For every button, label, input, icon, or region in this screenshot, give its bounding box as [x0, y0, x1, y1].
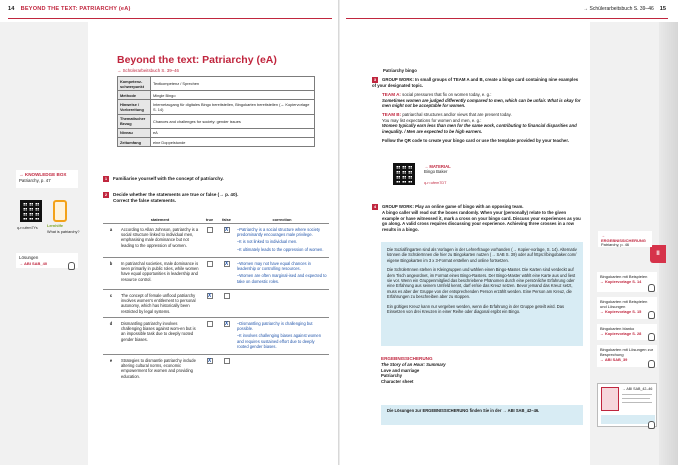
team-a-text: social pressures that fix on women today, e. g.: — [402, 91, 492, 97]
task-1-number: 1 — [104, 176, 108, 181]
thumbnail-line — [622, 398, 650, 399]
right-running-ref: → Schülerarbeitsbuch S. 39–46 — [583, 6, 654, 12]
right-header-rule — [346, 18, 668, 19]
results-item: Character sheet — [381, 378, 414, 384]
meta-row: Hinweise / Vorbereitung Internetzugang für digitales Bingo bereitstellen, Bingokarten bereitstellen (→ Kopiervorlage S. 14) — [118, 100, 315, 114]
task-3-number: 3 — [373, 77, 377, 82]
teacher-note-p2: Die SchülerInnen stehen in Kleingruppen und wählen einen Bingo-Master. Die Karten sind verdeckt auf dem Tisch angeordnet, im Format eines Bingo-Rasters. Der Bingo-Master wählt eine Karte aus und liest sie vor. Wenn ein Gruppenmitglied das beschriebene Phänomen durch eine persönliche Erfahrung oder eine Erfahrung aus seinem Umfeld kennt, darf er/sie das Kreuz setzen. Bevor jemand das Kreuz setzt, muss es aber der Gruppe von der entsprechenden Person erzählt werden. Eine Person am Kreuz, die Erfahrungen zu beschreiben aber zu stoppen. — [387, 267, 576, 300]
correction-item: – Women are often marginal-ised and expected to take on domestic roles. — [237, 273, 327, 283]
knowledge-box-tag: → KNOWLEDGE BOX — [19, 172, 67, 177]
right-page-number: 15 — [659, 6, 666, 12]
true-checkbox[interactable]: X — [207, 357, 212, 364]
statement-row: c The concept of female unflood patriarchy involves women’s entitlement to personal autonomy, which has historically been restricted by legal systems. X — [103, 289, 329, 317]
task-2-text-line2: Correct the false statements. — [113, 198, 177, 203]
pointer-hand-icon — [68, 262, 75, 270]
left-margin-column — [0, 22, 88, 465]
results-note-box: Die Lösungen zur ERGEBNISSICHERUNG finden Sie in der → ABI SAB_42–46. — [381, 405, 583, 425]
solutions-code: → ABI SAB_40 — [19, 260, 48, 266]
lesson-meta-table — [117, 76, 315, 147]
bingo-qr-code-icon[interactable] — [393, 163, 415, 185]
false-checkbox[interactable]: X — [224, 260, 229, 267]
task-4-text: GROUP WORK: Play an online game of bingo with an opposing team. — [382, 204, 524, 210]
page-edge-shadow — [659, 22, 678, 465]
statements-table — [103, 216, 329, 382]
results-margin-text: Patriarchy, p. 46 — [601, 242, 630, 247]
webcode-tag: Lernhilfe — [47, 224, 64, 228]
book-spine — [338, 0, 340, 465]
chapter-tab[interactable]: II — [650, 245, 666, 263]
statement-row: b In patriarchal societies, male dominance is seen primarily in public roles, while women have equal opportunities in leadership and resource control. X – Women may not have equal chances in leadership or controlling resources. – Women are often marginal-ised and expected to take on domestic roles. — [103, 257, 329, 289]
material-text: Bingo Baker — [424, 169, 448, 175]
team-a-label: TEAM A: — [382, 91, 401, 97]
col-true: true — [205, 217, 214, 222]
team-b-line2: You may list expectations for women and men, e. g.: — [382, 117, 482, 123]
statements-header-row — [103, 216, 329, 224]
thumbnail-line — [622, 402, 652, 403]
material-code: q-r=ufem7DT — [424, 181, 447, 186]
team-b-example: Women typically earn less than men for the same work, contributing to financial disparities and inequality. / Men are expected to be high earners. — [382, 123, 577, 134]
col-false: false — [222, 217, 231, 222]
pointer-hand-icon — [648, 311, 655, 319]
meta-row: Kompetenz-schwerpunkt Textkompetenz / Sprechen — [118, 77, 315, 91]
results-margin-tag: → ERGEBNISSICHERUNG — [601, 233, 646, 243]
team-b-label: TEAM B: — [382, 111, 402, 117]
false-checkbox[interactable]: X — [224, 227, 229, 233]
correction-item: – It ultimately leads to the oppression of women. — [237, 247, 327, 252]
results-item: The Story of an Hour: Summary — [381, 361, 446, 367]
task-1-text: Familiarise yourself with the concept of patriarchy. — [113, 176, 224, 182]
task-2-number: 2 — [104, 192, 108, 197]
qr-code-icon[interactable] — [20, 200, 42, 222]
correction-item: – It involves challenging biases against women and requires sustained effort due to deeply rooted gender biases. — [237, 333, 327, 349]
false-checkbox[interactable] — [224, 358, 230, 364]
knowledge-box-text: Patriarchy, p. 47 — [19, 177, 51, 183]
thumbnail-page-image — [601, 387, 619, 411]
results-heading: ERGEBNISSICHERUNG — [381, 356, 433, 361]
pointer-hand-icon — [648, 284, 655, 292]
left-page-header — [8, 6, 131, 12]
webcode-text: What is patriarchy? — [47, 230, 80, 234]
task-3 — [372, 77, 582, 144]
statement-row: e Strategies to dismantle patriarchy include altering cultural norms, economic empowerment for women and providing education. X — [103, 354, 329, 381]
true-checkbox[interactable]: X — [207, 292, 212, 299]
correction-item: – It is not linked to individual men. — [237, 239, 327, 244]
pointer-hand-icon — [648, 421, 655, 429]
team-a-example: Sometimes women are judged differently compared to men, which can be unfair. What is okay for men might not be acceptable for women. — [382, 97, 581, 109]
thumbnail-ref: → ABI SAB_42–46 — [622, 387, 653, 391]
qr-code-label: q-r=ufem7Ys — [17, 226, 38, 230]
statement-row: d Dismantling patriarchy involves challenging biases against wom-en but is an impossible task due to deeply rooted gender biases. X – Dismantling patriarchy is challenging but possible. – It involves challenging biases against women and requires sustained effort due to deeply rooted gender biases. — [103, 317, 329, 354]
right-page-header — [583, 6, 666, 12]
true-checkbox[interactable] — [207, 261, 213, 267]
meta-row: Niveau eA — [118, 128, 315, 137]
task-1 — [103, 176, 329, 182]
false-checkbox[interactable]: X — [224, 320, 229, 327]
task-2-text-line1: Decide whether the statements are true or false (→ p. 40). — [113, 192, 239, 198]
thumbnail-box — [601, 415, 655, 424]
bingo-template-ref-1[interactable]: Bingokarten mit Beispielen → Kopiervorlage S. 14 — [597, 272, 657, 292]
thumbnail-line — [622, 394, 652, 395]
results-item: Love and marriage — [381, 367, 420, 373]
pointer-hand-icon — [648, 333, 655, 341]
correction-item: – Women may not have equal chances in leadership or controlling resources. — [237, 261, 327, 271]
true-checkbox[interactable] — [207, 321, 213, 327]
correction-item: – Patriarchy is a social structure where society predominantly encourages male privilege. — [237, 227, 327, 237]
left-page-number: 14 — [8, 6, 15, 12]
teacher-note-p1: Die Sozialfingarten sind als Vorlagen in der Lehrerfrauge vorhanden (→ Kopier-vorlage, S. 14). Alternativ können die SchülerInnen die hier zu Bingokarten nutzen (→ SAB S. 39) oder auf https://bingobaker.com/ eigene Bingokarten im 3 x 3-Format erstellen und online fortsetzen. — [387, 247, 577, 263]
task-4 — [372, 204, 584, 232]
col-statement: statement — [150, 217, 170, 222]
task-2 — [103, 192, 329, 204]
knowledge-box-ref[interactable] — [16, 170, 78, 188]
statement-row: a According to Allan Johnson, patriarchy is a social structure linked to individual men, emphasising male dominance but not leading to the oppression of women. X – Patriarchy is a social structure where society predominantly encourages male privilege. – It is not linked to individual men. – It ultimately leads to the oppression of women. — [103, 224, 329, 258]
meta-row: Zeitumfang eine Doppelstunde — [118, 137, 315, 146]
results-section — [381, 356, 581, 384]
bingo-template-ref-2[interactable]: Bingokarten mit Beispielen und Lösungen → Kopiervorlage S. 15 — [597, 297, 657, 319]
teacher-note-p3: Ein gültiges Kreuz kann nur vergeben werden, wenn die Erfahrung in der Gruppe geteilt wird. Das Einsetzen von drei Kreuzen in einer Reihe oder diagonal ergibt ein Bingo. — [387, 303, 565, 314]
task-4-description: A bingo caller will read out the boxes randomly. When your (personally) relate to the given example or have witnessed it, mark a cross on your bingo card. Discuss your experiences as you go along. A valid cross requires discussing your experience. Achieving three crosses in a row results in a bingo. — [382, 210, 581, 232]
bingo-template-ref-4[interactable]: Bingokarten mit Lösungen zur Besprechung → ABI SAB_39 — [597, 345, 657, 367]
teacher-note-box — [381, 242, 583, 346]
correction-item: – Dismantling patriarchy is challenging but possible. — [237, 321, 327, 331]
material-tag: → MATERIAL — [424, 164, 451, 169]
meta-row: Thematischer Bezug Chances and challenges for society: gender issues — [118, 114, 315, 128]
bingo-section-label: Patriarchy bingo — [383, 68, 417, 73]
solutions-label: Lösungen — [19, 255, 39, 260]
false-checkbox[interactable] — [224, 293, 230, 299]
task-3-text: GROUP WORK: In small groups of TEAM A and B, create a bingo card containing nine examples of your designated topic. — [372, 77, 579, 88]
left-running-title: BEYOND THE TEXT: PATRIARCHY (eA) — [20, 6, 131, 12]
team-b-text: patriarchal structures and/or views that are present today. — [402, 111, 512, 117]
page-title: Beyond the text: Patriarchy (eA) — [117, 54, 277, 66]
task-4-number: 4 — [373, 204, 377, 209]
results-margin-ref[interactable] — [598, 231, 652, 247]
meta-row: Methode Mingle Bingo — [118, 91, 315, 100]
left-header-rule — [8, 18, 332, 19]
phone-icon — [53, 200, 67, 222]
page-subtitle: → Schülerarbeitsbuch S. 39–46 — [117, 68, 179, 73]
material-ref[interactable] — [424, 164, 451, 186]
col-correction: correction — [272, 217, 292, 222]
results-item: Patriarchy — [381, 373, 403, 379]
true-checkbox[interactable] — [207, 227, 213, 233]
pointer-hand-icon — [648, 360, 655, 368]
bingo-template-ref-3[interactable]: Bingokarten blanko → Kopiervorlage S. 28 — [597, 324, 657, 340]
follow-qr-text: Follow the QR code to create your bingo card or use the template provided by your teacher. — [382, 138, 569, 144]
worksheet-thumbnail[interactable] — [597, 383, 657, 427]
